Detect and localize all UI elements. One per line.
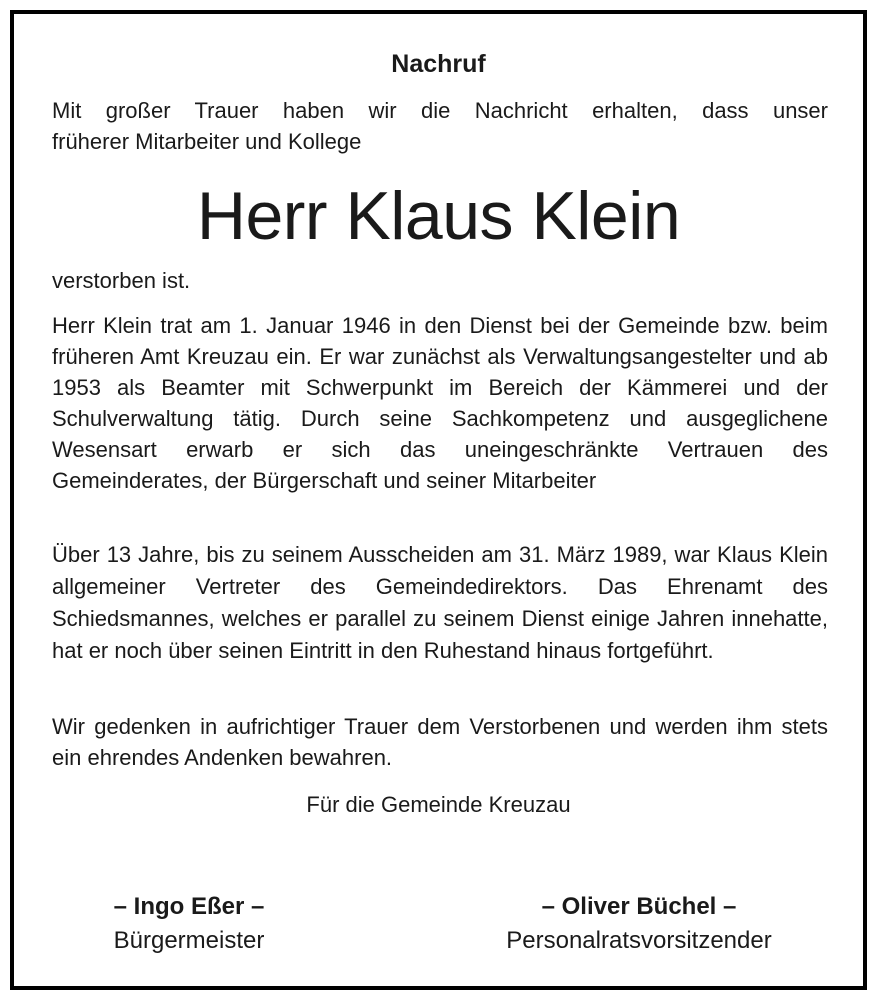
career-paragraph: Herr Klein trat am 1. Januar 1946 in den Dienst bei der Gemeinde bzw. beim früheren Amt Kreuzau ein. Er war zunächst als Verwaltungsangestelter und ab 1953 als Beamter mit Schwerpunkt im Bereich der Kämmerei und der Schulverwaltung tätig. Durch seine Sachkompetenz und ausgeglichene Wesensart erwarb er sich das uneingeschränkte Vertrauen des Gemeinderates, der Bürgerschaft und seiner Mitarbeiter	[52, 313, 828, 493]
intro-text	[52, 96, 828, 157]
honorary-paragraph: Über 13 Jahre, bis zu seinem Ausscheiden am 31. März 1989, war Klaus Klein allgemeiner Vertreter des Gemeindedirektors. Das Ehrenamt des Schiedsmannes, welches er parallel zu seinem Dienst einige Jahren innehatte, hat er noch über seinen Eintritt in den Ruhestand hinaus fortgeführt.	[52, 542, 828, 663]
signature-name: – Oliver Büchel –	[541, 893, 737, 920]
deceased-text: verstorben ist.	[52, 268, 191, 293]
obituary-notice	[10, 10, 867, 990]
signature-role: Personalratsvorsitzender	[506, 927, 772, 954]
intro-line-2: früherer Mitarbeiter und Kollege	[52, 128, 362, 154]
signature-staff-council	[474, 890, 804, 958]
notice-title: Nachruf	[391, 50, 486, 78]
deceased-name: Herr Klaus Klein	[196, 178, 681, 254]
intro-line-1: Mit großer Trauer haben wir die Nachricht erhalten, dass unser	[52, 98, 828, 123]
signature-mayor	[74, 890, 304, 958]
signature-name: – Ingo Eßer –	[113, 893, 265, 920]
remembrance-paragraph: Wir gedenken in aufrichtiger Trauer dem Verstorbenen und werden ihm stets ein ehrendes Andenken bewahren.	[52, 714, 828, 770]
signature-role: Bürgermeister	[113, 927, 265, 954]
signoff-text: Für die Gemeinde Kreuzau	[306, 792, 571, 817]
